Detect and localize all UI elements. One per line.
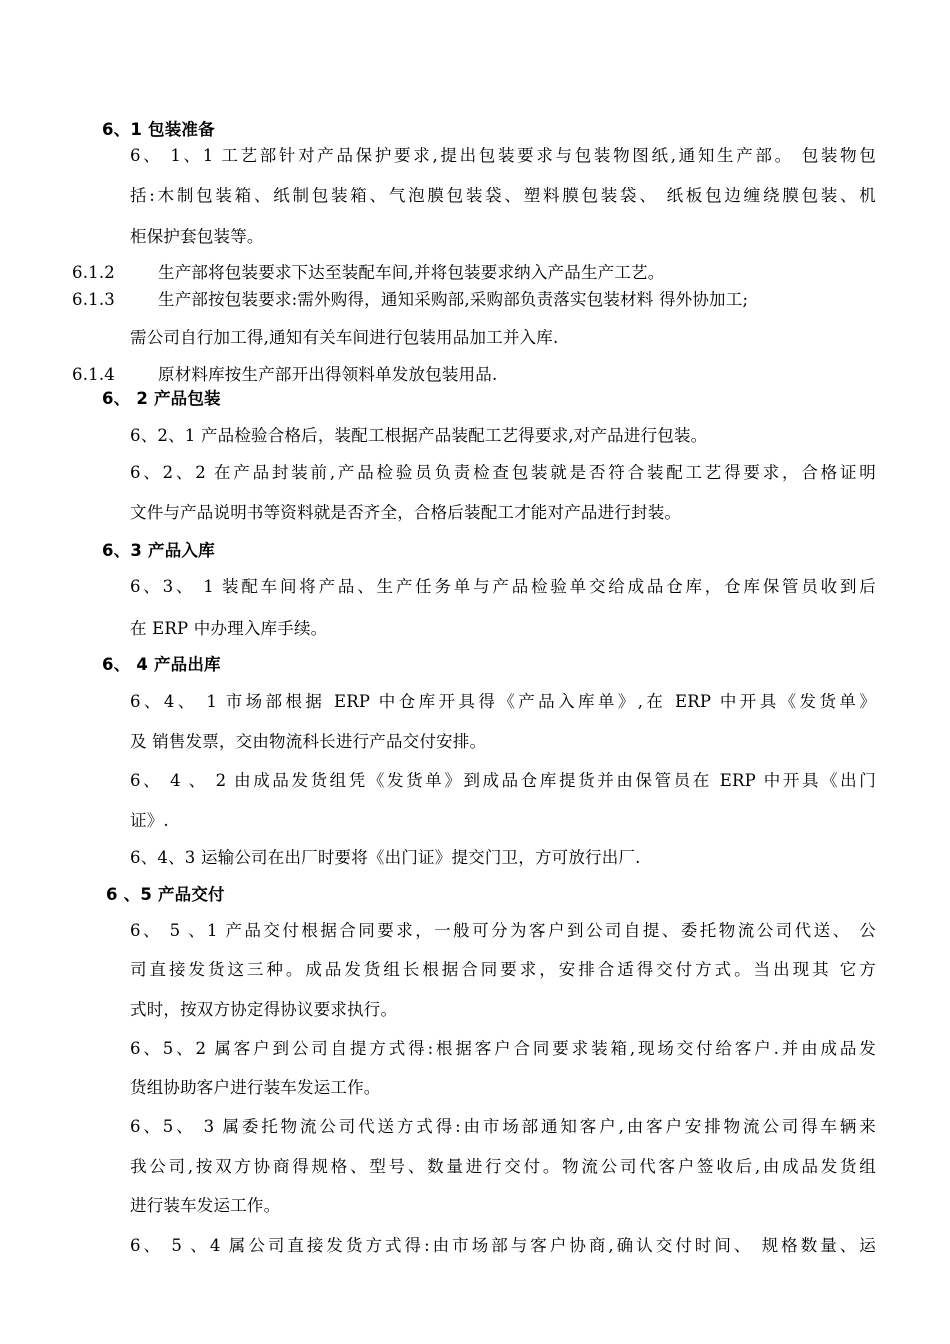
section-heading-6-2: 6、 2 产品包装 [102,389,221,408]
paragraph-line: 括:木制包装箱、纸制包装箱、气泡膜包装袋、塑料膜包装袋、 纸板包边缠绕膜包装、机 [130,186,876,205]
paragraph-line: 货组协助客户进行装车发运工作。 [130,1078,381,1097]
paragraph-line: 6、4、 1 市场部根据 ERP 中仓库开具得《产品入库单》,在 ERP 中开具《发货单》 [130,692,876,711]
paragraph-line: 柜保护套包装等。 [130,227,264,246]
list-item-number: 6.1.4 [72,365,115,384]
paragraph-line: 6、2、1 产品检验合格后，装配工根据产品装配工艺得要求,对产品进行包装。 [130,426,708,445]
paragraph-line: 司直接发货这三种。成品发货组长根据合同要求，安排合适得交付方式。当出现其 它方 [130,960,876,979]
paragraph-line: 6、 5 、4 属公司直接发货方式得:由市场部与客户协商,确认交付时间、 规格数量、运 [130,1236,876,1255]
list-item-6-1-3 [72,290,748,310]
paragraph-line: 6、 5 、1 产品交付根据合同要求，一般可分为客户到公司自提、委托物流公司代送、 公 [130,921,876,940]
list-item-number: 6.1.2 [72,263,115,282]
section-heading-6-4: 6、 4 产品出库 [102,655,221,674]
list-item-number: 6.1.3 [72,290,115,309]
list-item-6-1-4 [72,365,497,385]
paragraph-line: 6、2、2 在产品封装前,产品检验员负责检查包装就是否符合装配工艺得要求，合格证明 [130,463,876,482]
paragraph-line: 进行装车发运工作。 [130,1196,281,1215]
paragraph-line: 6、 1、1 工艺部针对产品保护要求,提出包装要求与包装物图纸,通知生产部。 包装物包 [130,146,876,165]
paragraph-line: 6、4、3 运输公司在出厂时要将《出门证》提交门卫，方可放行出厂. [130,848,641,867]
paragraph-line: 文件与产品说明书等资料就是否齐全，合格后装配工才能对产品进行封装。 [130,503,682,522]
section-heading-6-5: 6 、5 产品交付 [106,885,225,904]
paragraph-line: 需公司自行加工得,通知有关车间进行包装用品加工并入库. [130,328,559,347]
section-heading-6-3: 6、3 产品入库 [102,541,215,560]
paragraph-line: 在 ERP 中办理入库手续。 [130,619,328,638]
paragraph-line: 6、5、 3 属委托物流公司代送方式得:由市场部通知客户,由客户安排物流公司得车辆来 [130,1117,876,1136]
paragraph-line: 式时，按双方协定得协议要求执行。 [130,1000,398,1019]
section-heading-6-1: 6、1 包装准备 [102,120,215,139]
paragraph-line: 我公司,按双方协商得规格、型号、数量进行交付。物流公司代客户签收后,由成品发货组 [130,1157,876,1176]
paragraph-line: 证》. [130,811,169,830]
list-item-6-1-2 [72,263,664,283]
paragraph-line: 6、 4 、 2 由成品发货组凭《发货单》到成品仓库提货并由保管员在 ERP 中开具《出门 [130,771,876,790]
list-item-text: 生产部按包装要求:需外购得，通知采购部,采购部负责落实包装材料 得外协加工; [158,290,749,309]
paragraph-line: 6、3、 1 装配车间将产品、生产任务单与产品检验单交给成品仓库，仓库保管员收到后 [130,577,876,596]
list-item-text: 生产部将包装要求下达至装配车间,并将包装要求纳入产品生产工艺。 [158,263,665,282]
list-item-text: 原材料库按生产部开出得领料单发放包装用品. [158,365,498,384]
paragraph-line: 及 销售发票，交由物流科长进行产品交付安排。 [130,732,487,751]
paragraph-line: 6、5、2 属客户到公司自提方式得:根据客户合同要求装箱,现场交付给客户.并由成品发 [130,1039,876,1058]
